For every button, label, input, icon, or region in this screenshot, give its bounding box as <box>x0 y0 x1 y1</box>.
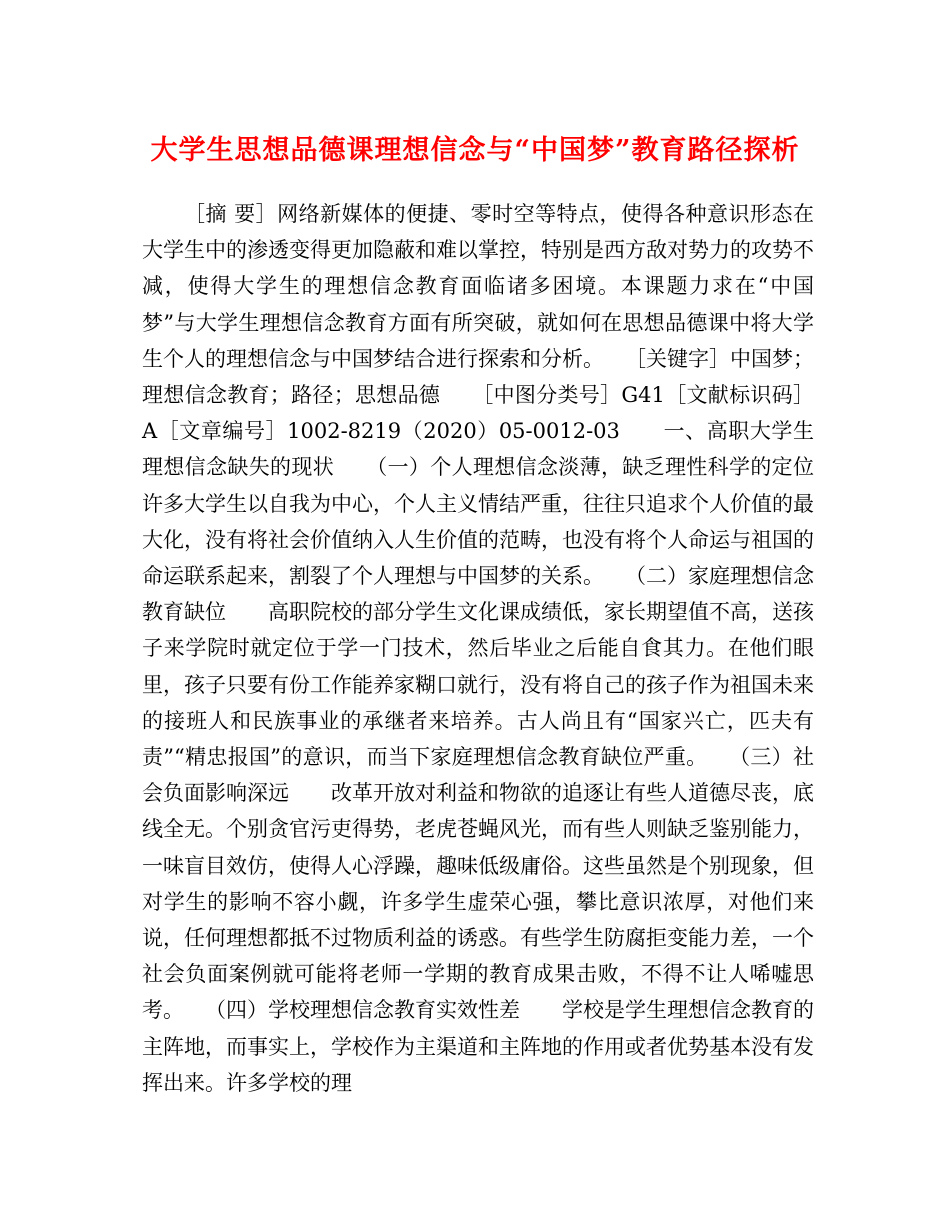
document-body-text: ［摘 要］网络新媒体的便捷、零时空等特点，使得各种意识形态在大学生中的渗透变得更加隐蔽和难以掌控，特别是西方敌对势力的攻势不减，使得大学生的理想信念教育面临诸多困境。本课题力求在“中国梦”与大学生理想信念教育方面有所突破，就如何在思想品德课中将大学生个人的理想信念与中国梦结合进行探索和分析。 ［关键字］中国梦；理想信念教育；路径；思想品德 ［中图分类号］G41［文献标识码］A［文章编号］1002-8219（2020）05-0012-03 一、高职大学生理想信念缺失的现状 （一）个人理想信念淡薄，缺乏理性科学的定位 许多大学生以自我为中心，个人主义情结严重，往往只追求个人价值的最大化，没有将社会价值纳入人生价值的范畴，也没有将个人命运与祖国的命运联系起来，割裂了个人理想与中国梦的关系。 （二）家庭理想信念教育缺位 高职院校的部分学生文化课成绩低，家长期望值不高，送孩子来学院时就定位于学一门技术，然后毕业之后能自食其力。在他们眼里，孩子只要有份工作能养家糊口就行，没有将自己的孩子作为祖国未来的接班人和民族事业的承继者来培养。古人尚且有“国家兴亡，匹夫有责”“精忠报国”的意识，而当下家庭理想信念教育缺位严重。 （三）社会负面影响深远 改革开放对利益和物欲的追逐让有些人道德尽丧，底线全无。个别贪官污吏得势，老虎苍蝇风光，而有些人则缺乏鉴别能力，一味盲目效仿，使得人心浮躁，趣味低级庸俗。这些虽然是个别现象，但对学生的影响不容小觑，许多学生虚荣心强，攀比意识浓厚，对他们来说，任何理想都抵不过物质利益的诱惑。有些学生防腐拒变能力差，一个社会负面案例就可能将老师一学期的教育成果击败，不得不让人唏嘘思考。 （四）学校理想信念教育实效性差 学校是学生理想信念教育的主阵地，而事实上，学校作为主渠道和主阵地的作用或者优势基本没有发挥出来。许多学校的理 <box>142 202 856 1095</box>
document-title: 大学生思想品德课理想信念与“中国梦”教育路径探析 <box>150 135 800 166</box>
